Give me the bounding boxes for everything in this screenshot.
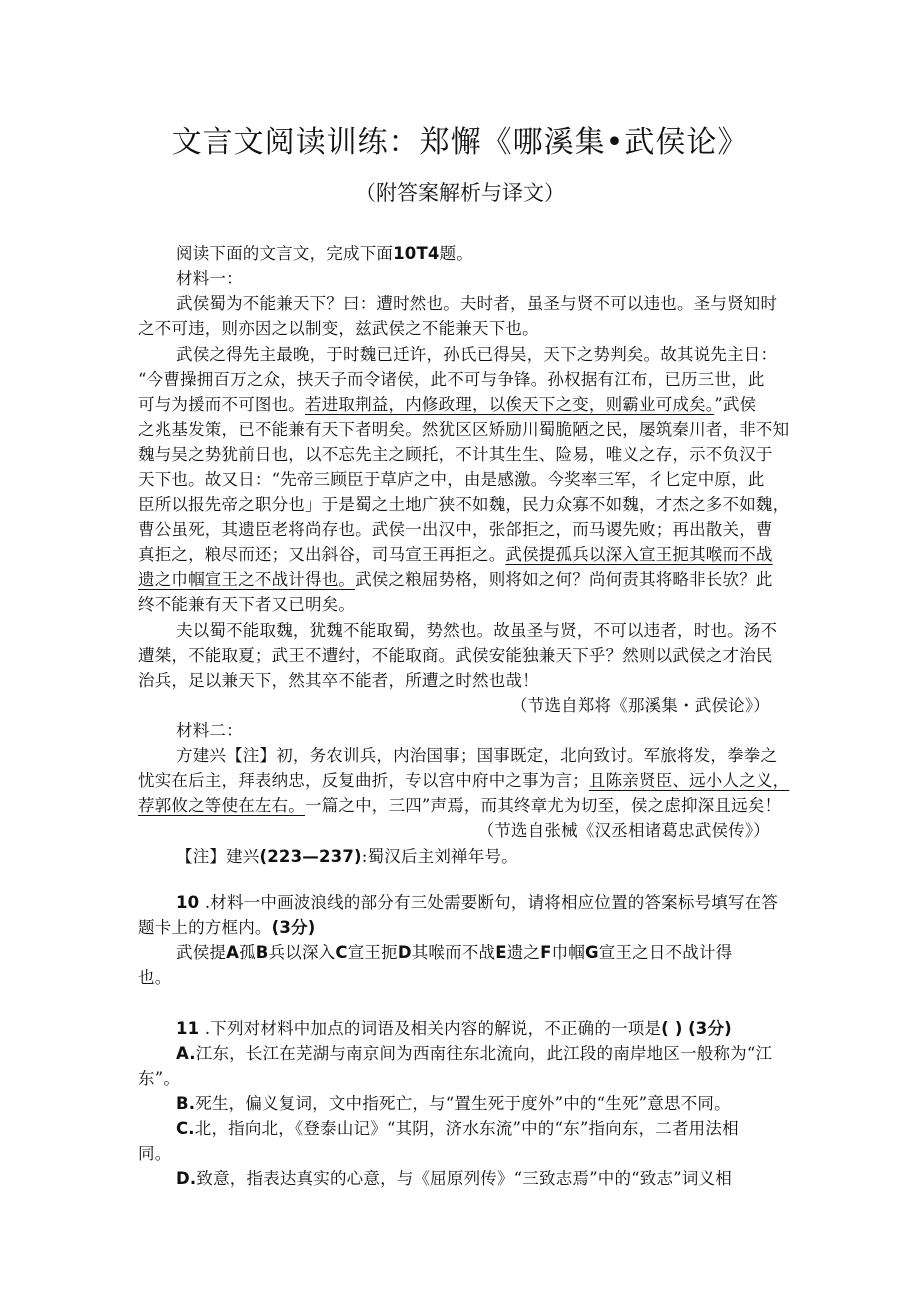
option-a-line: 东”。 — [138, 1069, 181, 1088]
question-text: 题卡上的方框内。 — [138, 918, 272, 937]
text-segment: ”武侯 — [714, 395, 757, 414]
passage-segment: 其喉而不战 — [411, 943, 496, 962]
wavy-underlined-passage: 遗之巾帼宣王之不战计得也。 — [138, 570, 356, 589]
instruction-line — [176, 240, 473, 264]
text-segment: 可与为援而不可图也。 — [138, 395, 305, 414]
material-one-line — [138, 566, 773, 590]
passage-segment: 遗之 — [506, 943, 541, 962]
material-one-line: 臣所以报先帝之职分也」于是蜀之土地广狭不如魏，民力众寡不如魏，才杰之多不如魏， — [138, 495, 790, 514]
material-two-source: （节选自张械《汉丞相诸葛忠武侯传》） — [477, 821, 770, 840]
note-years: (223—237) — [259, 847, 362, 866]
underlined-sentence: 若进取荆益，内修政理，以俟天下之变，则霸业可成矣。 — [305, 395, 715, 414]
material-two-line — [138, 767, 789, 791]
passage-segment: 武侯提 — [176, 943, 227, 962]
material-one-line: 天下也。故又日：“先帝三顾臣于草庐之中，由是感激。今奖率三军，彳匕定中原，此 — [138, 470, 765, 489]
material-two-line — [138, 792, 781, 816]
material-one-line: 武侯之得先主最晚，于时魏已迁许，孙氏已得吴，天下之势判矣。故其说先主日： — [176, 345, 778, 364]
material-one-line: 之不可违，则亦因之以制变，兹武侯之不能兼天下也。 — [138, 319, 539, 338]
material-one-line: “今曹操拥百万之众，挟天子而令诸侯，此不可与争锋。孙权据有江布，已历三世，此 — [138, 370, 765, 389]
passage-segment: 兵以深入 — [268, 943, 336, 962]
material-one-line: 之兆基发策，已不能兼有天下者明矣。然犹区区矫励川蜀脆陋之民，屡筑秦川者，非不知 — [138, 420, 790, 439]
question-10 — [176, 889, 778, 913]
break-marker: C — [335, 943, 348, 962]
note-label: 【注】建兴 — [176, 847, 260, 866]
material-one-line: 遭桀，不能取夏；武王不遭纣，不能取商。武侯安能独兼天下乎？然则以武侯之才治民 — [138, 646, 773, 665]
question-10-line — [138, 914, 315, 938]
question-text: .材料一中画波浪线的部分有三处需要断句，请将相应位置的答案标号填写在答 — [199, 893, 779, 912]
passage-segment: 孤 — [239, 943, 256, 962]
material-one-line: 治兵，足以兼天下，然其卒不能者，所遭之时然也哉！ — [138, 671, 539, 690]
instruction-text: 阅读下面的文言文，完成下面 — [176, 244, 394, 263]
question-number: 11 — [176, 1019, 200, 1038]
question-number: 10 — [176, 893, 200, 912]
option-text: 江东，长江在芜湖与南京间为西南往东北流向，此江段的南岸地区一般称为“江 — [195, 1044, 773, 1063]
option-c — [176, 1115, 739, 1139]
break-marker: E — [495, 943, 507, 962]
underlined-sentence: 荐郭攸之等使在左右。 — [138, 796, 305, 815]
break-marker: G — [585, 943, 599, 962]
question-score: (3分) — [688, 1019, 732, 1038]
material-one-source: （节选自郑将《那溪集・武侯论》） — [511, 696, 770, 715]
option-a — [176, 1040, 772, 1064]
material-one-line: 魏与吴之势犹前日也，以不忘先主之顾托，不计其生生、险易，唯义之存，示不负汉于 — [138, 445, 773, 464]
option-key: B. — [176, 1094, 196, 1113]
question-11 — [176, 1015, 732, 1039]
answer-blank: ( ) — [661, 1019, 683, 1038]
material-two-label: 材料二： — [176, 721, 243, 740]
page-subtitle: （附答案解析与译文） — [355, 181, 565, 205]
material-one-line: 曹公虽死，其遗臣老将尚存也。武侯一出汉中，张郃拒之，而马谡先败；再出散关，曹 — [138, 520, 773, 539]
passage-segment: 巾帼 — [551, 943, 585, 962]
question-score: (3分) — [271, 918, 316, 937]
question-10-line: 也。 — [138, 968, 172, 987]
option-text: 死生，偏义复词，文中指死亡，与“置生死于度外”中的“生死”意思不同。 — [195, 1094, 731, 1113]
underlined-sentence: 且陈亲贤臣、远小人之义， — [588, 771, 790, 790]
passage-segment: 宣王扼 — [347, 943, 398, 962]
instruction-suffix: 题。 — [439, 244, 474, 263]
annotation-note — [176, 843, 518, 867]
text-segment: 真拒之，粮尽而还；又出斜谷，司马宣王再拒之。 — [138, 545, 506, 564]
material-two-line: 方建兴【注】初，务农训兵，内治国事；国事既定，北向致讨。军旅将发，拳拳之 — [176, 746, 778, 765]
material-one-line — [138, 391, 756, 415]
text-segment: 武侯之粮屈势格，则将如之何？尚何责其将略非长欤？此 — [355, 570, 773, 589]
material-one-line — [138, 541, 773, 565]
option-text: 北，指向北，《登泰山记》“其阴，济水东流”中的“东”指向东，二者用法相 — [194, 1119, 739, 1138]
text-segment: 一篇之中，三四”声焉，而其终章尤为切至，侯之虑抑深且远矣！ — [305, 796, 782, 815]
wavy-underlined-passage: 武侯提孤兵以深入宣王扼其喉而不战 — [505, 545, 773, 564]
question-10-passage — [176, 939, 732, 963]
break-marker: A — [226, 943, 240, 962]
note-text: :蜀汉后主刘禅年号。 — [361, 847, 518, 866]
option-d — [176, 1165, 732, 1189]
option-key: A. — [176, 1044, 196, 1063]
material-one-line: 终不能兼有天下者又已明矣。 — [138, 595, 356, 614]
break-marker: B — [255, 943, 269, 962]
material-one-line: 武侯蜀为不能兼天下？曰：遭时然也。夫时者，虽圣与贤不可以违也。圣与贤知时 — [176, 294, 778, 313]
page-title: 文言文阅读训练：郑懈《哪溪集•武侯论》 — [171, 125, 749, 160]
option-text: 致意，指表达真实的心意，与《屈原列传》“三致志焉”中的“致志”词义相 — [196, 1169, 732, 1188]
option-key: C. — [176, 1119, 195, 1138]
question-text: .下列对材料中加点的词语及相关内容的解说，不正确的一项是 — [199, 1019, 662, 1038]
passage-segment: 宣王之日不战计得 — [598, 943, 733, 962]
text-segment: 忧实在后主，拜表纳忠，反复曲折，专以宫中府中之事为言； — [138, 771, 589, 790]
question-range: 10T4 — [393, 244, 440, 263]
break-marker: F — [540, 943, 552, 962]
material-one-line: 夫以蜀不能取魏，犹魏不能取蜀，势然也。故虽圣与贤，不可以违者，时也。汤不 — [176, 621, 778, 640]
break-marker: D — [397, 943, 412, 962]
option-c-line: 同。 — [138, 1144, 172, 1163]
option-key: D. — [176, 1169, 197, 1188]
option-b — [176, 1090, 731, 1114]
material-one-label: 材料一： — [176, 269, 243, 288]
